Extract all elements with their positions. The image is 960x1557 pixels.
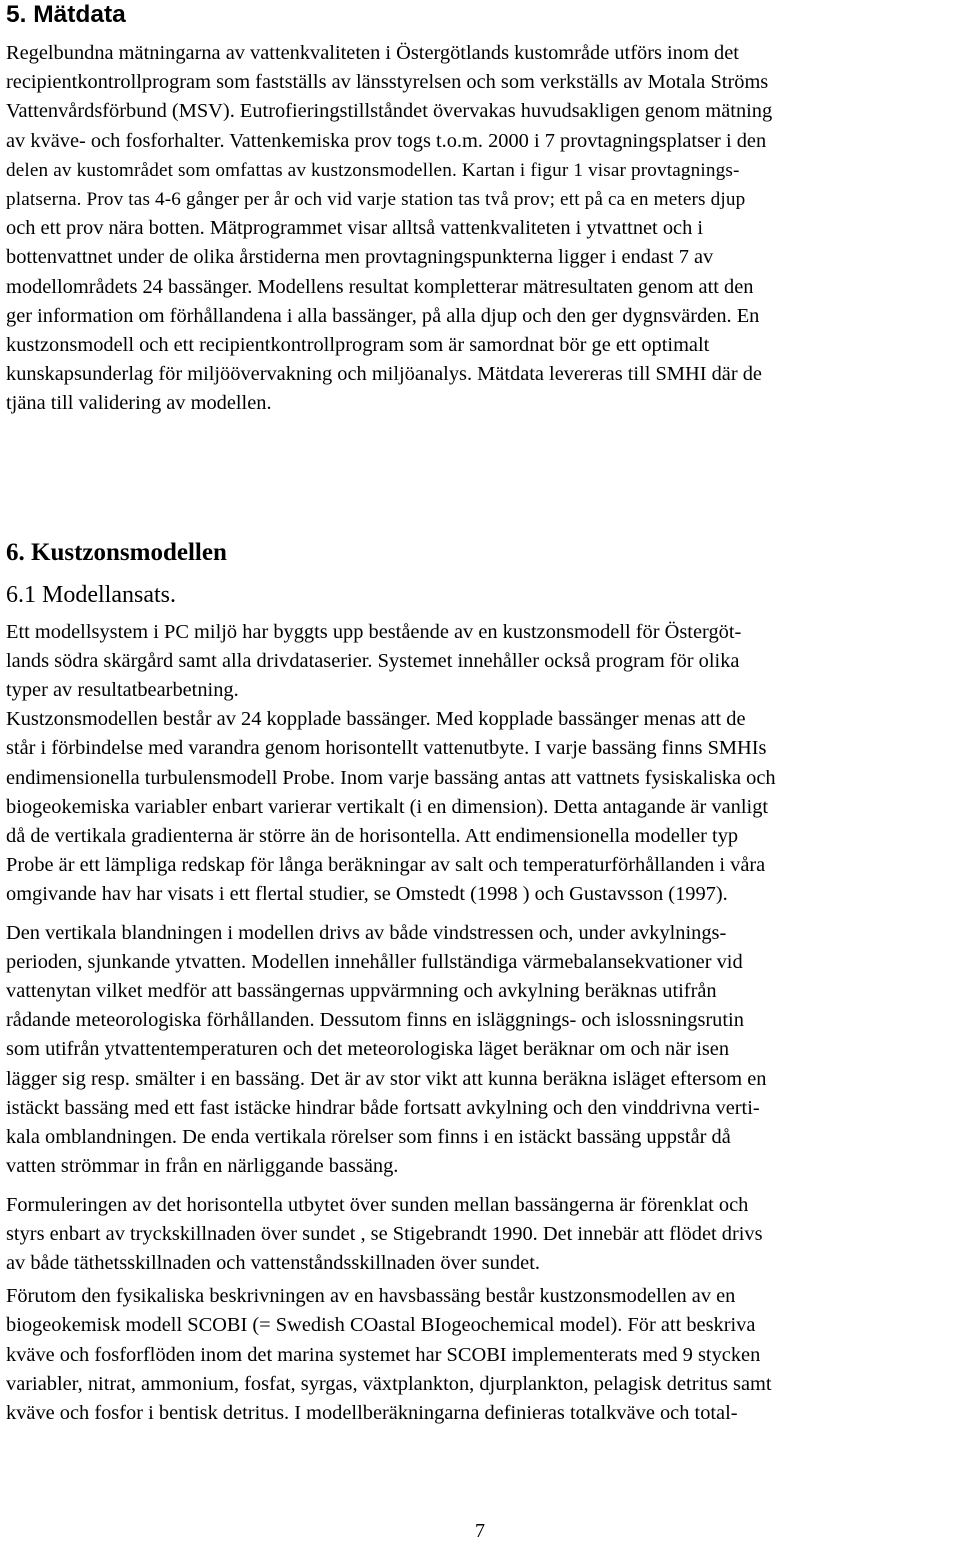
text-line: står i förbindelse med varandra genom horisontellt vattenutbyte. I varje bassäng finns SMHIs <box>6 737 767 760</box>
text-line: biogeokemisk modell SCOBI (= Swedish COastal BIogeochemical model). För att beskriva <box>6 1314 756 1337</box>
text-line: av kväve- och fosforhalter. Vattenkemiska prov togs t.o.m. 2000 i 7 provtagningsplatser i den <box>6 129 767 152</box>
text-line: och ett prov nära botten. Mätprogrammet visar alltså vattenkvaliteten i ytvattnet och i <box>6 217 704 240</box>
text-line: Den vertikala blandningen i modellen drivs av både vindstressen och, under avkylnings- <box>6 921 727 944</box>
text-line: Formuleringen av det horisontella utbytet över sunden mellan bassängerna är förenklat och <box>6 1193 749 1216</box>
text-line: vatten strömmar in från en närliggande bassäng. <box>6 1155 399 1178</box>
text-line: typer av resultatbearbetning. <box>6 679 239 702</box>
section-5-body <box>6 39 954 419</box>
text-line: recipientkontrollprogram som fastställs av länsstyrelsen och som verkställs av Motala Ströms <box>6 71 769 94</box>
text-line: som utifrån ytvattentemperaturen och det meteorologiska läget beräknar om och när isen <box>6 1038 730 1061</box>
text-line: kustzonsmodell och ett recipientkontrollprogram som är samordnat bör ge ett optimalt <box>6 334 710 357</box>
section-5-heading: 5. Mätdata <box>6 1 126 28</box>
text-line: Kustzonsmodellen består av 24 kopplade bassänger. Med kopplade bassänger menas att de <box>6 708 746 731</box>
section-6-1-subheading: 6.1 Modellansats. <box>6 581 176 608</box>
text-line: endimensionella turbulensmodell Probe. Inom varje bassäng antas att vattnets fysiskaliska och <box>6 766 776 789</box>
paragraph-5 <box>6 1282 954 1428</box>
text-line: bottenvattnet under de olika årstiderna men provtagningspunkterna ligger i endast 7 av <box>6 246 714 269</box>
text-line: delen av kustområdet som omfattas av kustzonsmodellen. Kartan i figur 1 visar provtagnings- <box>6 159 740 181</box>
text-line: biogeokemiska variabler enbart varierar vertikalt (i en dimension). Detta antagande är vanligt <box>6 795 769 818</box>
text-line: Förutom den fysikaliska beskrivningen av en havsbassäng består kustzonsmodellen av en <box>6 1285 736 1308</box>
text-line: Probe är ett lämpliga redskap för långa beräkningar av salt och temperaturförhållanden i våra <box>6 854 766 877</box>
text-line: perioden, sjunkande ytvatten. Modellen innehåller fullständiga värmebalansekvationer vid <box>6 950 743 973</box>
text-line: vattenytan vilket medför att bassängernas uppvärmning och avkylning beräknas utifrån <box>6 980 717 1003</box>
text-line: lands södra skärgård samt alla drivdataserier. Systemet innehåller också program för olika <box>6 649 740 672</box>
text-line: Ett modellsystem i PC miljö har byggts upp bestående av en kustzonsmodell för Östergöt- <box>6 620 742 643</box>
text-line: kväve och fosforflöden inom det marina systemet har SCOBI implementerats med 9 stycken <box>6 1343 761 1366</box>
paragraph-2 <box>6 705 954 909</box>
text-line: av både täthetsskillnaden och vattenståndsskillnaden över sundet. <box>6 1251 540 1274</box>
text-line: ger information om förhållandena i alla bassänger, på alla djup och den ger dygnsvärden. En <box>6 304 760 327</box>
text-line: tjäna till validering av modellen. <box>6 392 272 415</box>
text-line: lägger sig resp. smälter i en bassäng. Det är av stor vikt att kunna beräkna isläget eftersom en <box>6 1067 767 1090</box>
text-line: Regelbundna mätningarna av vattenkvaliteten i Östergötlands kustområde utförs inom det <box>6 42 739 64</box>
document-page <box>6 0 954 1428</box>
text-line: istäckt bassäng med ett fast istäcke hindrar både fortsatt avkylning och den vinddrivna verti- <box>6 1096 760 1119</box>
paragraph-4 <box>6 1191 954 1279</box>
text-line: variabler, nitrat, ammonium, fosfat, syrgas, växtplankton, djurplankton, pelagisk detritus samt <box>6 1372 772 1395</box>
text-line: rådande meteorologiska förhållanden. Dessutom finns en isläggnings- och islossningsrutin <box>6 1009 744 1032</box>
text-line: kväve och fosfor i bentisk detritus. I modellberäkningarna definieras totalkväve och total- <box>6 1401 738 1424</box>
page-number: 7 <box>475 1520 485 1542</box>
text-line: då de vertikala gradienterna är större än de horisontella. Att endimensionella modeller typ <box>6 825 739 848</box>
text-line: platserna. Prov tas 4-6 gånger per år och vid varje station tas två prov; ett på ca en meters djup <box>6 189 746 211</box>
text-line: styrs enbart av tryckskillnaden över sundet , se Stigebrandt 1990. Det innebär att flödet drivs <box>6 1222 763 1245</box>
text-line: modellområdets 24 bassänger. Modellens resultat kompletterar mätresultaten genom att den <box>6 275 754 298</box>
paragraph-1 <box>6 618 954 706</box>
text-line: kala omblandningen. De enda vertikala rörelser som finns i en istäckt bassäng uppstår då <box>6 1126 731 1149</box>
section-6-heading: 6. Kustzonsmodellen <box>6 538 227 566</box>
text-line: kunskapsunderlag för miljöövervakning och miljöanalys. Mätdata levereras till SMHI där de <box>6 363 762 386</box>
text-line: Vattenvårdsförbund (MSV). Eutrofieringstillståndet övervakas huvudsakligen genom mätning <box>6 100 773 123</box>
paragraph-3 <box>6 919 954 1182</box>
text-line: omgivande hav har visats i ett flertal studier, se Omstedt (1998 ) och Gustavsson (1997). <box>6 883 728 906</box>
